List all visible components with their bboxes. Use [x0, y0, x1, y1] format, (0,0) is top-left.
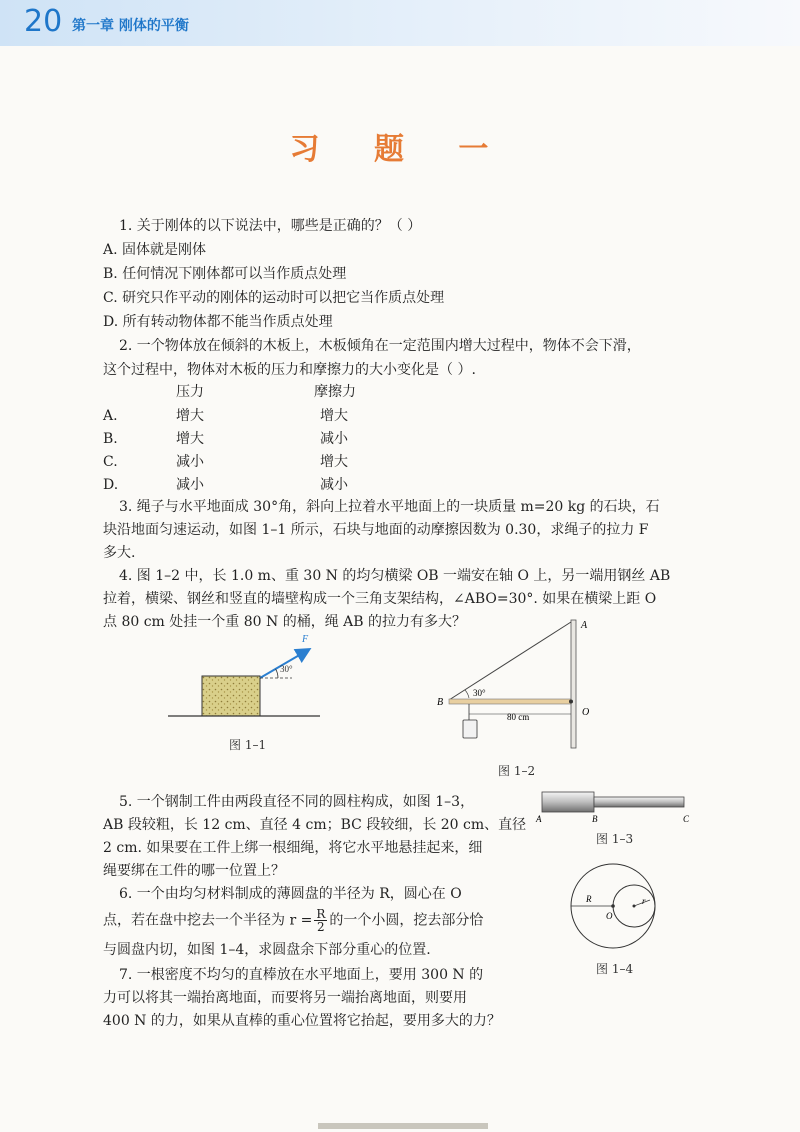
axle-o — [569, 700, 573, 704]
fig3-label-b: B — [592, 814, 598, 824]
q4-line1: 4. 图 1–2 中，长 1.0 m、重 30 N 的均匀横梁 OB 一端安在轴 O 上，另一端用钢丝 AB — [119, 568, 671, 584]
q2-row-b-pressure: 增大 — [176, 431, 204, 447]
figure-1-3-caption: 图 1–3 — [596, 832, 634, 846]
q2-col-head-pressure: 压力 — [176, 384, 204, 400]
q2-line1: 2. 一个物体放在倾斜的木板上，木板倾角在一定范围内增大过程中，物体不会下滑， — [119, 338, 641, 354]
center-small — [633, 905, 636, 908]
page-number: 20 — [24, 4, 63, 39]
q7-line3: 400 N 的力，如果从直棒的重心位置将它抬起，要用多大的力？ — [103, 1013, 501, 1029]
q6-line3: 与圆盘内切，如图 1–4，求圆盘余下部分重心的位置. — [103, 942, 431, 958]
fig4-label-r-big: R — [586, 894, 592, 904]
q2-row-a-label: A. — [103, 408, 118, 424]
q6-line2-start: 点，若在盘中挖去一个半径为 r = — [103, 912, 313, 929]
q2-col-head-friction: 摩擦力 — [314, 384, 356, 400]
q4-line3: 点 80 cm 处挂一个重 80 N 的桶，绳 AB 的拉力有多大？ — [103, 614, 466, 630]
fig2-label-b: B — [437, 697, 444, 708]
q6-line1: 6. 一个由均匀材料制成的薄圆盘的半径为 R，圆心在 O — [119, 886, 462, 902]
q7-line1: 7. 一根密度不均匀的直棒放在水平地面上，要用 300 N 的 — [119, 967, 484, 983]
q6-line2 — [103, 908, 483, 933]
q2-row-c-label: C. — [103, 454, 118, 470]
q1-option-a: A. 固体就是刚体 — [103, 242, 207, 258]
bucket — [463, 720, 477, 738]
q3-line3: 多大. — [103, 545, 136, 561]
figure-1-1 — [160, 628, 330, 728]
q2-row-a-friction: 增大 — [320, 408, 348, 424]
figure-1-4 — [568, 860, 658, 952]
exercise-title: 习 题 一 — [289, 132, 511, 167]
fig2-angle-label: 30° — [473, 688, 486, 698]
fig3-label-a: A — [536, 814, 542, 824]
q3-line2: 块沿地面匀速运动，如图 1–1 所示，石块与地面的动摩擦因数为 0.30，求绳子的拉力 F — [103, 522, 649, 538]
fraction-numerator: R — [316, 907, 326, 921]
q1-option-b: B. 任何情况下刚体都可以当作质点处理 — [103, 266, 347, 282]
force-label: F — [302, 634, 309, 645]
fig2-angle-arc — [465, 690, 469, 698]
figure-1-2-caption: 图 1–2 — [498, 764, 536, 778]
fig4-label-r-small: r — [642, 896, 646, 906]
q2-row-d-friction: 减小 — [320, 477, 348, 493]
q2-row-b-friction: 减小 — [320, 431, 348, 447]
q1-option-d: D. 所有转动物体都不能当作质点处理 — [103, 314, 333, 330]
q2-row-a-pressure: 增大 — [176, 408, 204, 424]
q2-row-c-friction: 增大 — [320, 454, 348, 470]
q5-line3: 2 cm. 如果要在工件上绑一根细绳，将它水平地悬挂起来，细 — [103, 840, 483, 856]
q2-line2: 这个过程中，物体对木板的压力和摩擦力的大小变化是（ ）. — [103, 362, 476, 378]
q1-option-c: C. 研究只作平动的刚体的运动时可以把它当作质点处理 — [103, 290, 445, 306]
figure-1-2 — [425, 614, 610, 754]
q3-line1: 3. 绳子与水平地面成 30°角，斜向上拉着水平地面上的一块质量 m=20 kg 的石块，石 — [119, 499, 660, 515]
chapter-title: 第一章 刚体的平衡 — [72, 18, 189, 34]
fraction-denominator: 2 — [317, 920, 325, 934]
fig3-label-c: C — [683, 814, 690, 824]
q2-row-d-label: D. — [103, 477, 119, 493]
q2-row-b-label: B. — [103, 431, 118, 447]
footer-bar — [318, 1123, 488, 1129]
fig2-label-o: O — [582, 707, 590, 718]
fraction-r-over-2 — [314, 908, 327, 933]
fig2-label-a: A — [581, 620, 588, 631]
q2-row-c-pressure: 减小 — [176, 454, 204, 470]
thin-segment-bc — [594, 797, 684, 807]
q5-line4: 绳要绑在工件的哪一位置上？ — [103, 863, 285, 879]
fig2-distance-label: 80 cm — [507, 712, 530, 722]
figure-1-4-caption: 图 1–4 — [596, 962, 634, 976]
q5-line1: 5. 一个钢制工件由两段直径不同的圆柱构成，如图 1–3， — [119, 794, 475, 810]
q4-line2: 拉着，横梁、钢丝和竖直的墙壁构成一个三角支架结构，∠ABO=30°. 如果在横梁上距 O — [103, 591, 657, 607]
angle-arc — [276, 669, 278, 678]
beam-ob — [449, 699, 571, 704]
center-o — [611, 904, 615, 908]
q2-row-d-pressure: 减小 — [176, 477, 204, 493]
fig1-angle-label: 30° — [280, 664, 293, 674]
fig4-label-o: O — [606, 911, 613, 921]
q6-line2-end: 的一个小圆，挖去部分恰 — [329, 912, 484, 929]
figure-1-1-caption: 图 1–1 — [229, 738, 267, 752]
thick-segment-ab — [542, 792, 594, 812]
q1-stem: 1. 关于刚体的以下说法中，哪些是正确的？（ ） — [119, 218, 422, 234]
stone-block — [202, 676, 260, 716]
q5-line2: AB 段较粗，长 12 cm、直径 4 cm；BC 段较细，长 20 cm、直径 — [103, 817, 527, 833]
figure-1-3 — [530, 784, 700, 824]
wall — [571, 620, 576, 748]
wire-ab — [449, 622, 571, 700]
q7-line2: 力可以将其一端抬离地面，而要将另一端抬离地面，则要用 — [103, 990, 467, 1006]
